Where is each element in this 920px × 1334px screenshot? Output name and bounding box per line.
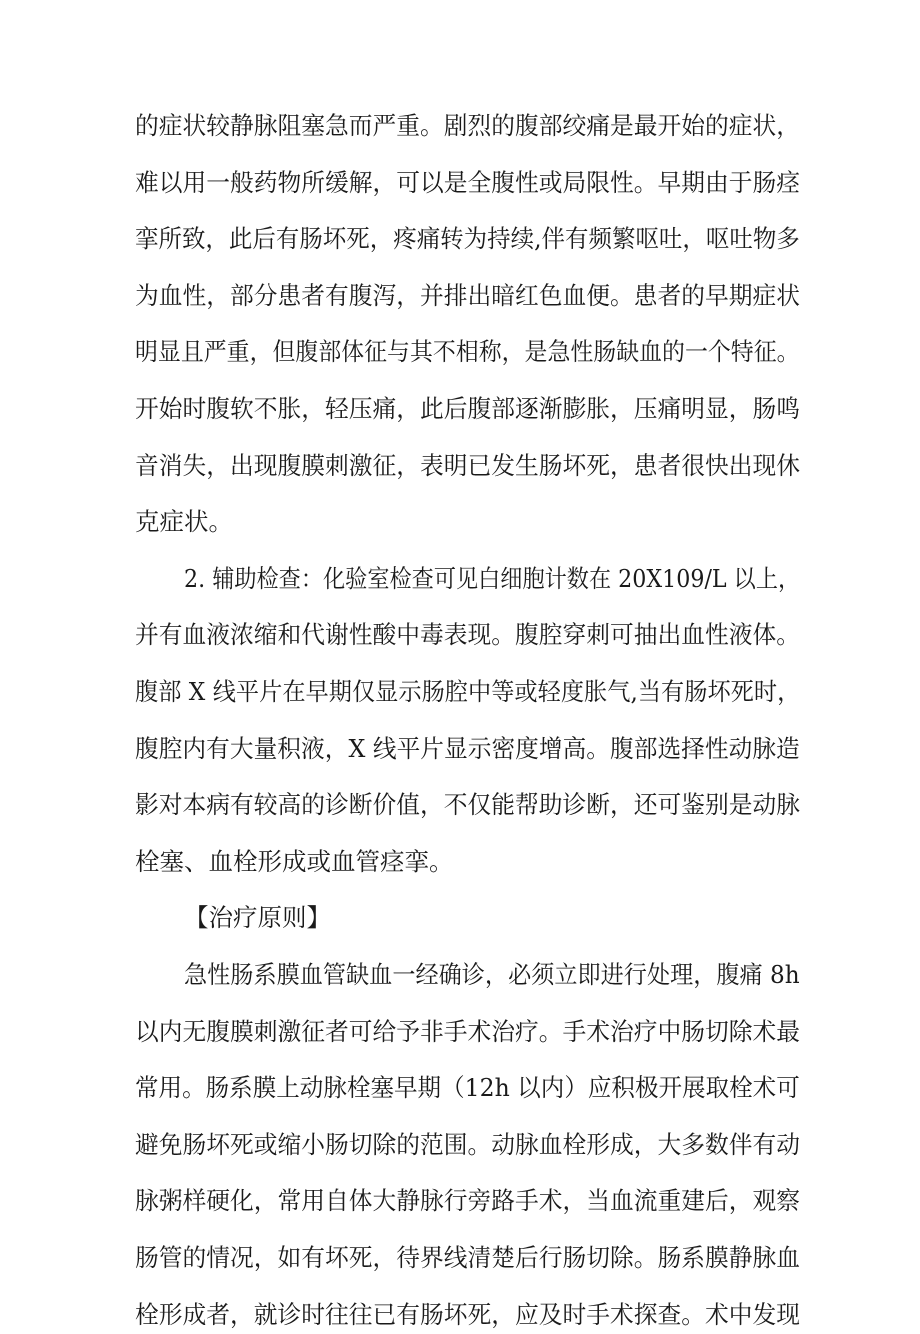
aux-exam-line-2: 并有血液浓缩和代谢性酸中毒表现。腹腔穿刺可抽出血性液体。 <box>135 620 801 649</box>
aux-exam-line-6: 栓塞、血栓形成或血管痉挛。 <box>135 847 454 876</box>
treatment-line-1: 急性肠系膜血管缺血一经确诊，必须立即进行处理，腹痛 8h <box>184 960 800 989</box>
symptoms-line-1: 的症状较静脉阻塞急而严重。剧烈的腹部绞痛是最开始的症状， <box>135 111 801 140</box>
symptoms-line-5: 明显且严重，但腹部体征与其不相称，是急性肠缺血的一个特征。 <box>135 337 800 366</box>
treatment-line-7: 栓形成者，就诊时往往已有肠坏死，应及时手术探查。术中发现 <box>135 1300 801 1329</box>
aux-exam-line-1: 2. 辅助检查：化验室检查可见白细胞计数在 20X109/L 以上， <box>184 564 801 593</box>
aux-exam-line-4: 腹腔内有大量积液，X 线平片显示密度增高。腹部选择性动脉造 <box>135 734 800 763</box>
aux-exam-line-5: 影对本病有较高的诊断价值，不仅能帮助诊断，还可鉴别是动脉 <box>135 790 801 819</box>
treatment-heading: 【治疗原则】 <box>184 903 331 932</box>
treatment-line-3: 常用。肠系膜上动脉栓塞早期（12h 以内）应积极开展取栓术可 <box>135 1073 800 1102</box>
symptoms-line-3: 挛所致，此后有肠坏死，疼痛转为持续,伴有频繁呕吐，呕吐物多 <box>135 224 800 253</box>
aux-exam-line-3: 腹部 X 线平片在早期仅显示肠腔中等或轻度胀气,当有肠坏死时， <box>135 677 801 706</box>
treatment-line-2: 以内无腹膜刺激征者可给予非手术治疗。手术治疗中肠切除术最 <box>135 1017 801 1046</box>
treatment-line-6: 肠管的情况，如有坏死，待界线清楚后行肠切除。肠系膜静脉血 <box>135 1243 801 1272</box>
symptoms-line-4: 为血性，部分患者有腹泻，并排出暗红色血便。患者的早期症状 <box>135 281 801 310</box>
symptoms-line-2: 难以用一般药物所缓解，可以是全腹性或局限性。早期由于肠痉 <box>135 168 801 197</box>
symptoms-line-8: 克症状。 <box>135 507 233 536</box>
treatment-line-4: 避免肠坏死或缩小肠切除的范围。动脉血栓形成，大多数伴有动 <box>135 1130 801 1159</box>
symptoms-line-6: 开始时腹软不胀，轻压痛，此后腹部逐渐膨胀，压痛明显，肠鸣 <box>135 394 801 423</box>
symptoms-line-7: 音消失，出现腹膜刺激征，表明已发生肠坏死，患者很快出现休 <box>135 451 801 480</box>
treatment-line-5: 脉粥样硬化，常用自体大静脉行旁路手术，当血流重建后，观察 <box>135 1186 801 1215</box>
